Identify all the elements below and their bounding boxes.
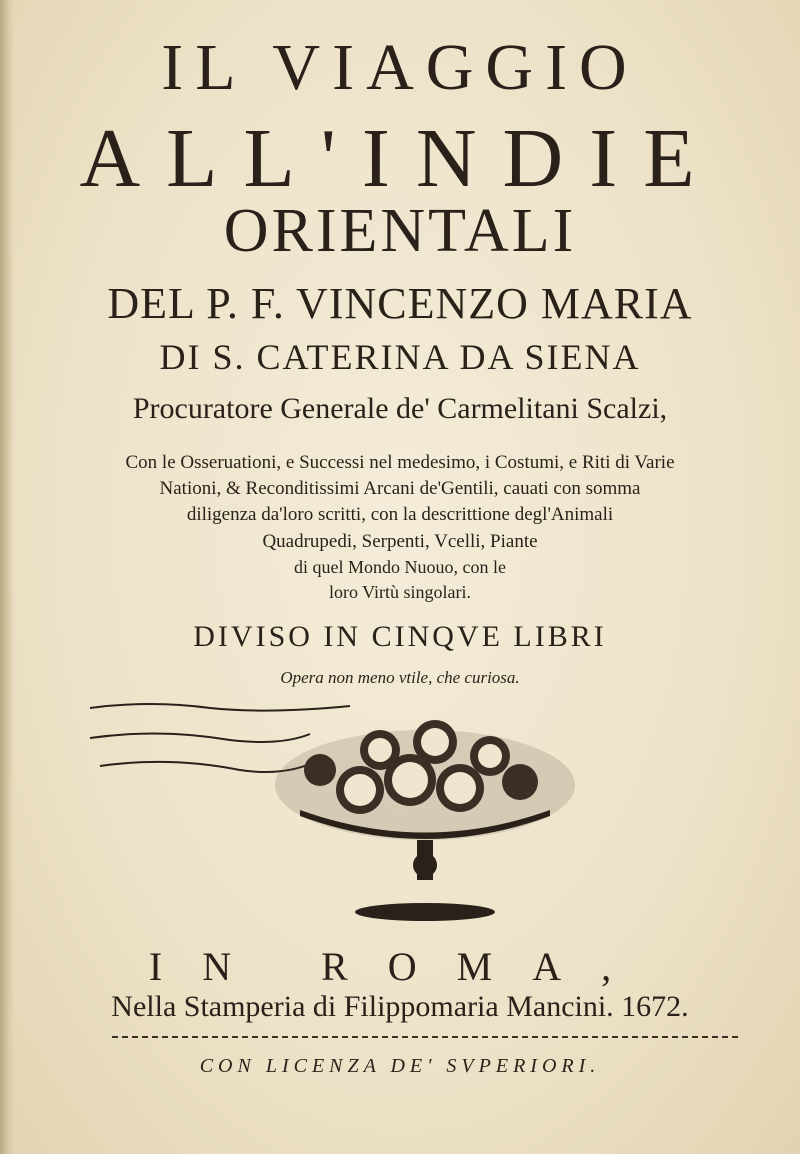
license-line: CON LICENZA DE' SVPERIORI. [199,1055,601,1077]
description-line-3: diligenza da'loro scritti, con la descrittione degl'Animali [186,504,614,525]
title-line-2: ALL'INDIE [79,112,721,205]
author-office-line: Procuratore Generale de' Carmelitani Scalzi, [132,392,668,425]
description-line-4: Quadrupedi, Serpenti, Vcelli, Piante [262,531,538,552]
motto-line: Opera non meno vtile, che curiosa. [280,668,520,687]
description-line-5: di quel Mondo Nuouo, con le [294,557,506,577]
author-line: DEL P. F. VINCENZO MARIA [107,279,693,328]
description-line-1: Con le Osseruationi, e Successi nel medesimo, i Costumi, e Riti di Varie [125,452,675,473]
title-line-3: ORIENTALI [223,197,577,265]
title-line-1: IL VIAGGIO [161,31,639,104]
author-order-line: DI S. CATERINA DA SIENA [159,337,641,377]
description-line-6: loro Virtù singolari. [328,582,472,602]
fruit-bowl-woodcut-icon [80,690,580,930]
description-line-2: Nationi, & Reconditissimi Arcani de'Gentili, cauati con somma [159,478,641,499]
imprint-printer-year: Nella Stamperia di Filippomaria Mancini. 1672. [111,990,689,1023]
imprint-city: IN ROMA, [148,944,652,989]
books-division-line: DIVISO IN CINQVE LIBRI [193,620,607,653]
divider-rule [112,1036,738,1038]
